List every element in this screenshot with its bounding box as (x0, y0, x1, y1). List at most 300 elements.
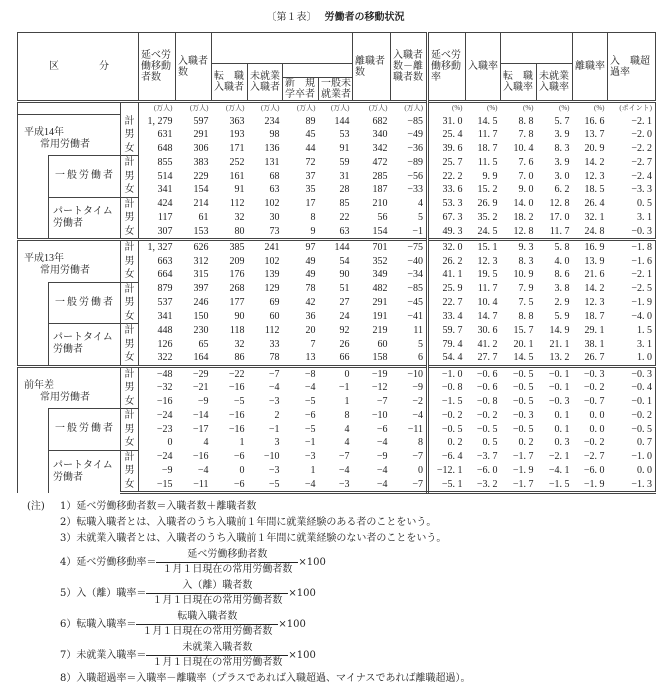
data-cell: 37 (305, 170, 316, 182)
data-cell: −0. 2 (583, 437, 605, 449)
note-5-denominator: １月１日現在の常用労働者数 (152, 595, 283, 606)
subgroup-label: 一般労働者 (49, 156, 121, 198)
data-cell: 97 (283, 240, 319, 255)
data-cell: 45 (305, 129, 316, 140)
unit-label: (%) (501, 102, 537, 115)
data-cell: −1 (268, 423, 280, 435)
data-cell: 1 (344, 395, 350, 407)
data-cell: 7. 0 (518, 170, 534, 182)
data-cell: −1 (304, 437, 316, 449)
table-row (18, 197, 656, 211)
unit-label: (万人) (319, 102, 353, 115)
data-cell: 0. 0 (589, 423, 605, 435)
data-cell: 6. 2 (554, 184, 570, 196)
note-6-denominator: １月１日現在の常用労働者数 (142, 626, 273, 637)
gender-label: 女 (121, 268, 139, 282)
data-cell: −32 (156, 382, 173, 393)
data-cell: 664 (157, 269, 173, 281)
data-cell: −12. 1 (436, 465, 463, 476)
unit-label: (%) (428, 102, 466, 115)
data-cell: 285 (372, 170, 388, 182)
data-cell: 7. 5 (518, 297, 534, 308)
unit-label: (万人) (212, 102, 248, 115)
data-cell: 626 (176, 240, 212, 255)
header-tenshoku: 転 職入職者 (212, 64, 248, 102)
data-cell: 13. 2 (549, 352, 570, 363)
data-cell: −0. 7 (583, 395, 605, 407)
subgroup-label-line: 労働者 (53, 344, 83, 356)
data-cell: 90 (234, 310, 245, 322)
gender-label: 女 (121, 142, 139, 156)
subgroup-label: 一般労働者 (49, 282, 121, 324)
data-cell: −0. 5 (441, 423, 463, 435)
data-cell: −0. 5 (512, 423, 534, 435)
data-cell: −10 (263, 451, 280, 463)
data-cell: −3 (268, 395, 280, 407)
group-subtitle: 常用労働者 (40, 139, 90, 150)
data-cell: 26 (339, 338, 350, 350)
data-cell: 164 (193, 352, 209, 363)
unit-label: (万人) (283, 102, 319, 115)
data-cell: −12 (371, 382, 388, 393)
data-cell: 0. 5 (608, 197, 656, 211)
data-cell: −4 (353, 478, 391, 493)
data-cell: 51 (339, 283, 350, 295)
data-cell: 11. 5 (477, 156, 498, 168)
data-cell: −6. 4 (441, 451, 463, 463)
data-cell: 597 (193, 115, 209, 127)
data-cell: 0 (239, 465, 245, 476)
data-cell: 482 (372, 283, 388, 295)
header-shinki: 新 規学卒者 (283, 78, 319, 102)
header-diff: 入職者数－離職者数 (391, 33, 428, 102)
data-cell: −56 (391, 170, 428, 184)
data-cell: −75 (391, 240, 428, 255)
data-cell: 7. 8 (518, 129, 534, 140)
data-cell: 112 (264, 324, 280, 336)
data-cell: −34 (391, 268, 428, 282)
data-cell: −23 (156, 423, 173, 435)
data-cell: 67. 3 (442, 212, 463, 223)
data-cell: 61 (198, 212, 209, 223)
data-cell: −17 (192, 423, 209, 435)
data-cell: 209 (229, 255, 245, 267)
data-cell: −0. 8 (476, 395, 498, 407)
data-cell: 1 (239, 437, 245, 449)
data-cell: 59 (339, 156, 350, 168)
data-cell: 663 (157, 255, 173, 267)
gender-label: 男 (121, 170, 139, 184)
data-cell: 341 (157, 310, 173, 322)
data-cell: 20. 1 (513, 338, 534, 350)
gender-label: 男 (121, 338, 139, 352)
data-cell: −0. 1 (537, 366, 573, 381)
data-cell: 15. 7 (513, 324, 534, 336)
data-cell: −2. 5 (608, 282, 656, 296)
data-cell: 5. 8 (537, 240, 573, 255)
data-cell: 514 (157, 170, 173, 182)
data-cell: −2. 1 (608, 115, 656, 129)
data-cell: −4. 0 (608, 310, 656, 324)
labor-mobility-table (17, 32, 656, 494)
data-cell: 32. 0 (428, 240, 466, 255)
note-4-mult: ×100 (298, 556, 326, 568)
data-cell: −0. 3 (573, 366, 608, 381)
data-cell: 80 (234, 225, 245, 237)
note-7-lhs: 7）未就業入職率＝ (60, 649, 147, 661)
data-cell: −4 (197, 465, 209, 476)
data-cell: 63 (269, 184, 280, 196)
data-cell: 0. 2 (518, 437, 534, 449)
data-cell: −0. 5 (608, 423, 656, 437)
units-row (18, 102, 656, 115)
data-cell: 78 (305, 283, 316, 295)
data-cell: −1. 3 (608, 478, 656, 493)
table-row (18, 282, 656, 296)
data-cell: −2. 4 (608, 170, 656, 184)
group-label (18, 366, 121, 409)
data-cell: 631 (157, 129, 173, 140)
data-cell: 214 (193, 198, 209, 210)
table-row (18, 366, 656, 381)
data-cell: 22 (339, 212, 350, 223)
data-cell: −24 (156, 451, 173, 463)
data-cell: 41. 1 (442, 269, 463, 281)
unit-label: (万人) (248, 102, 283, 115)
data-cell: −5 (233, 395, 245, 407)
data-cell: 66 (339, 352, 350, 363)
data-cell: −2 (391, 395, 428, 409)
data-cell: 5 (391, 211, 428, 225)
data-cell: −9 (376, 451, 388, 463)
data-cell: −19 (353, 366, 391, 381)
data-cell: 126 (157, 338, 173, 350)
data-cell: −16 (228, 423, 245, 435)
data-cell: 13. 9 (584, 255, 605, 267)
data-cell: −9 (391, 381, 428, 395)
data-cell: 12. 8 (513, 225, 534, 237)
data-cell: −6. 0 (583, 465, 605, 476)
data-cell: 85 (339, 198, 350, 210)
data-cell: 234 (264, 115, 280, 127)
unit-label: (万人) (391, 102, 428, 115)
data-cell: 2 (274, 409, 280, 421)
data-cell: 42 (305, 297, 316, 308)
data-cell: 9. 3 (501, 240, 537, 255)
gender-label: 女 (121, 225, 139, 240)
data-cell: 91 (234, 184, 245, 196)
subgroup-label-line: 労働者 (53, 217, 83, 229)
data-cell: −4 (376, 437, 388, 449)
header-spacer (212, 33, 353, 64)
gender-label: 計 (121, 366, 139, 381)
data-cell: 0. 3 (554, 437, 570, 449)
data-cell: 1, 279 (147, 115, 173, 127)
data-cell: 24. 5 (477, 225, 498, 237)
data-cell: 230 (193, 324, 209, 336)
gender-label: 女 (121, 310, 139, 324)
group-label (18, 240, 121, 283)
note-7 (60, 640, 671, 671)
data-cell: −85 (391, 115, 428, 129)
data-cell: 342 (372, 142, 388, 154)
data-cell: −5 (248, 478, 283, 493)
data-cell: 27 (339, 297, 350, 308)
note-6-lhs: 6）転職入職率＝ (60, 618, 137, 630)
data-cell: 112 (229, 198, 245, 210)
data-cell: −7 (338, 451, 350, 463)
data-cell: 78 (269, 352, 280, 363)
data-cell: 187 (372, 184, 388, 196)
data-cell: 131 (264, 156, 280, 168)
note-5-mult: ×100 (288, 587, 316, 599)
data-cell: 3. 9 (554, 129, 570, 140)
group-title: 平成14年 (24, 127, 64, 138)
data-cell: −2. 7 (608, 156, 656, 170)
data-cell: 53 (339, 129, 350, 140)
data-cell: 14. 2 (584, 283, 605, 295)
data-cell: −45 (391, 296, 428, 310)
data-cell: −7 (391, 450, 428, 464)
gender-label: 計 (121, 156, 139, 170)
data-cell: 161 (229, 170, 245, 182)
data-cell: 4. 0 (554, 255, 570, 267)
data-cell: 56 (377, 212, 388, 223)
note-5-lhs: 5）入（離）職率＝ (60, 587, 147, 599)
note-1: 1）延べ労働移動者数＝入職者数＋離職者数 (60, 501, 257, 512)
data-cell: −14 (192, 409, 209, 421)
data-cell: −6 (212, 478, 248, 493)
data-cell: 11 (391, 324, 428, 338)
data-cell: 1. 0 (608, 351, 656, 366)
data-cell: 8 (310, 212, 316, 223)
data-cell: −1. 5 (537, 478, 573, 493)
data-cell: 879 (157, 283, 173, 295)
data-cell: 91 (339, 142, 350, 154)
data-cell: 12. 3 (584, 297, 605, 308)
data-cell: −33 (391, 183, 428, 197)
data-cell: −0. 5 (501, 366, 537, 381)
gender-label: 男 (121, 211, 139, 225)
data-cell: 44 (305, 142, 316, 154)
data-cell: 154 (193, 184, 209, 196)
data-cell: 20. 9 (584, 142, 605, 154)
data-cell: 5. 9 (554, 310, 570, 322)
data-cell: 8. 3 (554, 142, 570, 154)
gender-label: 男 (121, 128, 139, 142)
data-cell: 0. 1 (554, 423, 570, 435)
group-title: 平成13年 (24, 253, 64, 264)
data-cell: 117 (157, 212, 173, 223)
data-cell: 241 (248, 240, 283, 255)
data-cell: 6 (391, 351, 428, 366)
data-cell: 191 (372, 310, 388, 322)
table-row (18, 324, 656, 338)
data-cell: 65 (198, 338, 209, 350)
data-cell: −3. 2 (466, 478, 501, 493)
data-cell: 11. 7 (477, 283, 498, 295)
data-cell: 12. 8 (549, 198, 570, 210)
header-ri-rate: 離職率 (573, 33, 608, 102)
data-cell: −1. 9 (608, 296, 656, 310)
data-cell: 12. 3 (584, 170, 605, 182)
data-cell: −3. 7 (476, 451, 498, 463)
data-cell: −1. 7 (501, 478, 537, 493)
data-cell: 3 (274, 437, 280, 449)
gender-label: 男 (121, 255, 139, 269)
data-cell: 49. 3 (442, 225, 463, 237)
data-cell: 352 (372, 255, 388, 267)
data-cell: 30 (269, 212, 280, 223)
data-cell: 219 (372, 324, 388, 336)
data-cell: 33. 6 (442, 184, 463, 196)
gender-label: 女 (121, 436, 139, 450)
gender-label: 女 (121, 351, 139, 366)
data-cell: 18. 2 (513, 212, 534, 223)
data-cell: 79. 4 (442, 338, 463, 350)
data-cell: −2. 7 (583, 451, 605, 463)
data-cell: −0. 3 (548, 395, 570, 407)
data-cell: 15. 2 (477, 184, 498, 196)
data-cell: −4 (283, 478, 319, 493)
data-cell: 3. 0 (554, 170, 570, 182)
header-rishoku: 離職者数 (353, 33, 391, 102)
note-6 (60, 609, 671, 640)
data-cell: 855 (157, 156, 173, 168)
table-row (18, 115, 656, 129)
data-cell: 26. 7 (584, 352, 605, 363)
data-cell: −6 (304, 409, 316, 421)
data-cell: −8 (283, 366, 319, 381)
data-cell: −1. 5 (441, 395, 463, 407)
note-4-numerator: 延べ労働移動者数 (156, 548, 298, 563)
data-cell: −1 (338, 382, 350, 393)
data-cell: 1 (310, 465, 316, 476)
data-cell: 26. 9 (477, 198, 498, 210)
data-cell: −9 (161, 465, 173, 476)
gender-label: 男 (121, 464, 139, 478)
data-cell: −2. 1 (608, 268, 656, 282)
unit-label: (万人) (139, 102, 176, 115)
data-cell: 229 (193, 170, 209, 182)
data-cell: 10. 9 (513, 269, 534, 281)
table-row (18, 156, 656, 170)
header-spacer (501, 33, 573, 64)
unit-label: (%) (573, 102, 608, 115)
data-cell: −5 (304, 395, 316, 407)
data-cell: −10 (371, 409, 388, 421)
data-cell: 385 (212, 240, 248, 255)
header-kubun: 区 分 (18, 33, 139, 102)
data-cell: 11. 7 (549, 225, 570, 237)
data-cell: 139 (264, 269, 280, 281)
data-cell: 72 (305, 156, 316, 168)
data-cell: 2. 9 (554, 297, 570, 308)
data-cell: 144 (319, 240, 353, 255)
data-cell: 21. 6 (584, 269, 605, 281)
note-5-numerator: 入（離）職者数 (146, 579, 288, 594)
gender-label: 計 (121, 324, 139, 338)
data-cell: 176 (229, 269, 245, 281)
data-cell: 22. 7 (442, 297, 463, 308)
data-cell: 14. 0 (513, 198, 534, 210)
data-cell: −2. 1 (548, 451, 570, 463)
data-cell: 20 (305, 324, 316, 336)
data-cell: 0. 2 (447, 437, 463, 449)
gender-label: 計 (121, 240, 139, 255)
subgroup-label-line: パートタイム (53, 205, 113, 217)
data-cell: 349 (372, 269, 388, 281)
data-cell: 0. 1 (554, 409, 570, 421)
units-label-cell (18, 102, 121, 115)
data-cell: 69 (269, 297, 280, 308)
group-subtitle: 常用労働者 (40, 391, 90, 403)
gender-label: 女 (121, 183, 139, 197)
data-cell: 5 (391, 338, 428, 352)
notes (27, 499, 671, 691)
data-cell: −0. 2 (441, 409, 463, 421)
table-title (0, 11, 671, 32)
data-cell: 63 (339, 225, 350, 237)
data-cell: −6. 0 (476, 465, 498, 476)
data-cell: 4 (391, 197, 428, 211)
data-cell: 32 (234, 212, 245, 223)
data-cell: 9. 0 (518, 184, 534, 196)
note-4 (60, 547, 671, 578)
data-cell: 3. 1 (608, 338, 656, 352)
data-cell: −22 (212, 366, 248, 381)
data-cell: −4. 1 (548, 465, 570, 476)
data-cell: −0. 2 (583, 382, 605, 393)
data-cell: 10. 4 (513, 142, 534, 154)
data-cell: −0. 6 (466, 366, 501, 381)
data-cell: 49 (305, 269, 316, 281)
header-excess: 入 職超過率 (608, 33, 656, 102)
data-cell: 18. 7 (584, 310, 605, 322)
note-7-denominator: １月１日現在の常用労働者数 (152, 657, 283, 668)
data-cell: 35. 2 (477, 212, 498, 223)
data-cell: 150 (193, 310, 209, 322)
data-cell: 7. 6 (518, 156, 534, 168)
data-cell: −0. 4 (608, 381, 656, 395)
data-cell: −0. 3 (608, 225, 656, 240)
data-cell: −3 (319, 478, 353, 493)
data-cell: 59. 7 (442, 324, 463, 336)
unit-label: (万人) (176, 102, 212, 115)
data-cell: −2. 0 (608, 128, 656, 142)
data-cell: −11 (176, 478, 212, 493)
subgroup-label-line: 労働者 (53, 471, 83, 483)
data-cell: 22. 2 (442, 170, 463, 182)
data-cell: 17. 0 (549, 212, 570, 223)
data-cell: 68 (269, 170, 280, 182)
data-cell: −3 (304, 451, 316, 463)
gender-label: 計 (121, 115, 139, 129)
data-cell: 26. 4 (584, 198, 605, 210)
data-cell: 322 (157, 352, 173, 363)
data-cell: 3. 9 (554, 156, 570, 168)
data-cell: −0. 3 (608, 366, 656, 381)
data-cell: −3 (268, 465, 280, 476)
gender-label: 女 (121, 478, 139, 493)
data-cell: 4 (344, 437, 350, 449)
subgroup-label (49, 197, 121, 240)
data-cell: 41. 2 (477, 338, 498, 350)
data-cell: 5. 7 (554, 115, 570, 127)
data-cell: 1. 5 (608, 324, 656, 338)
data-cell: 306 (193, 142, 209, 154)
header-nobe: 延べ労働移動者数 (139, 33, 176, 102)
